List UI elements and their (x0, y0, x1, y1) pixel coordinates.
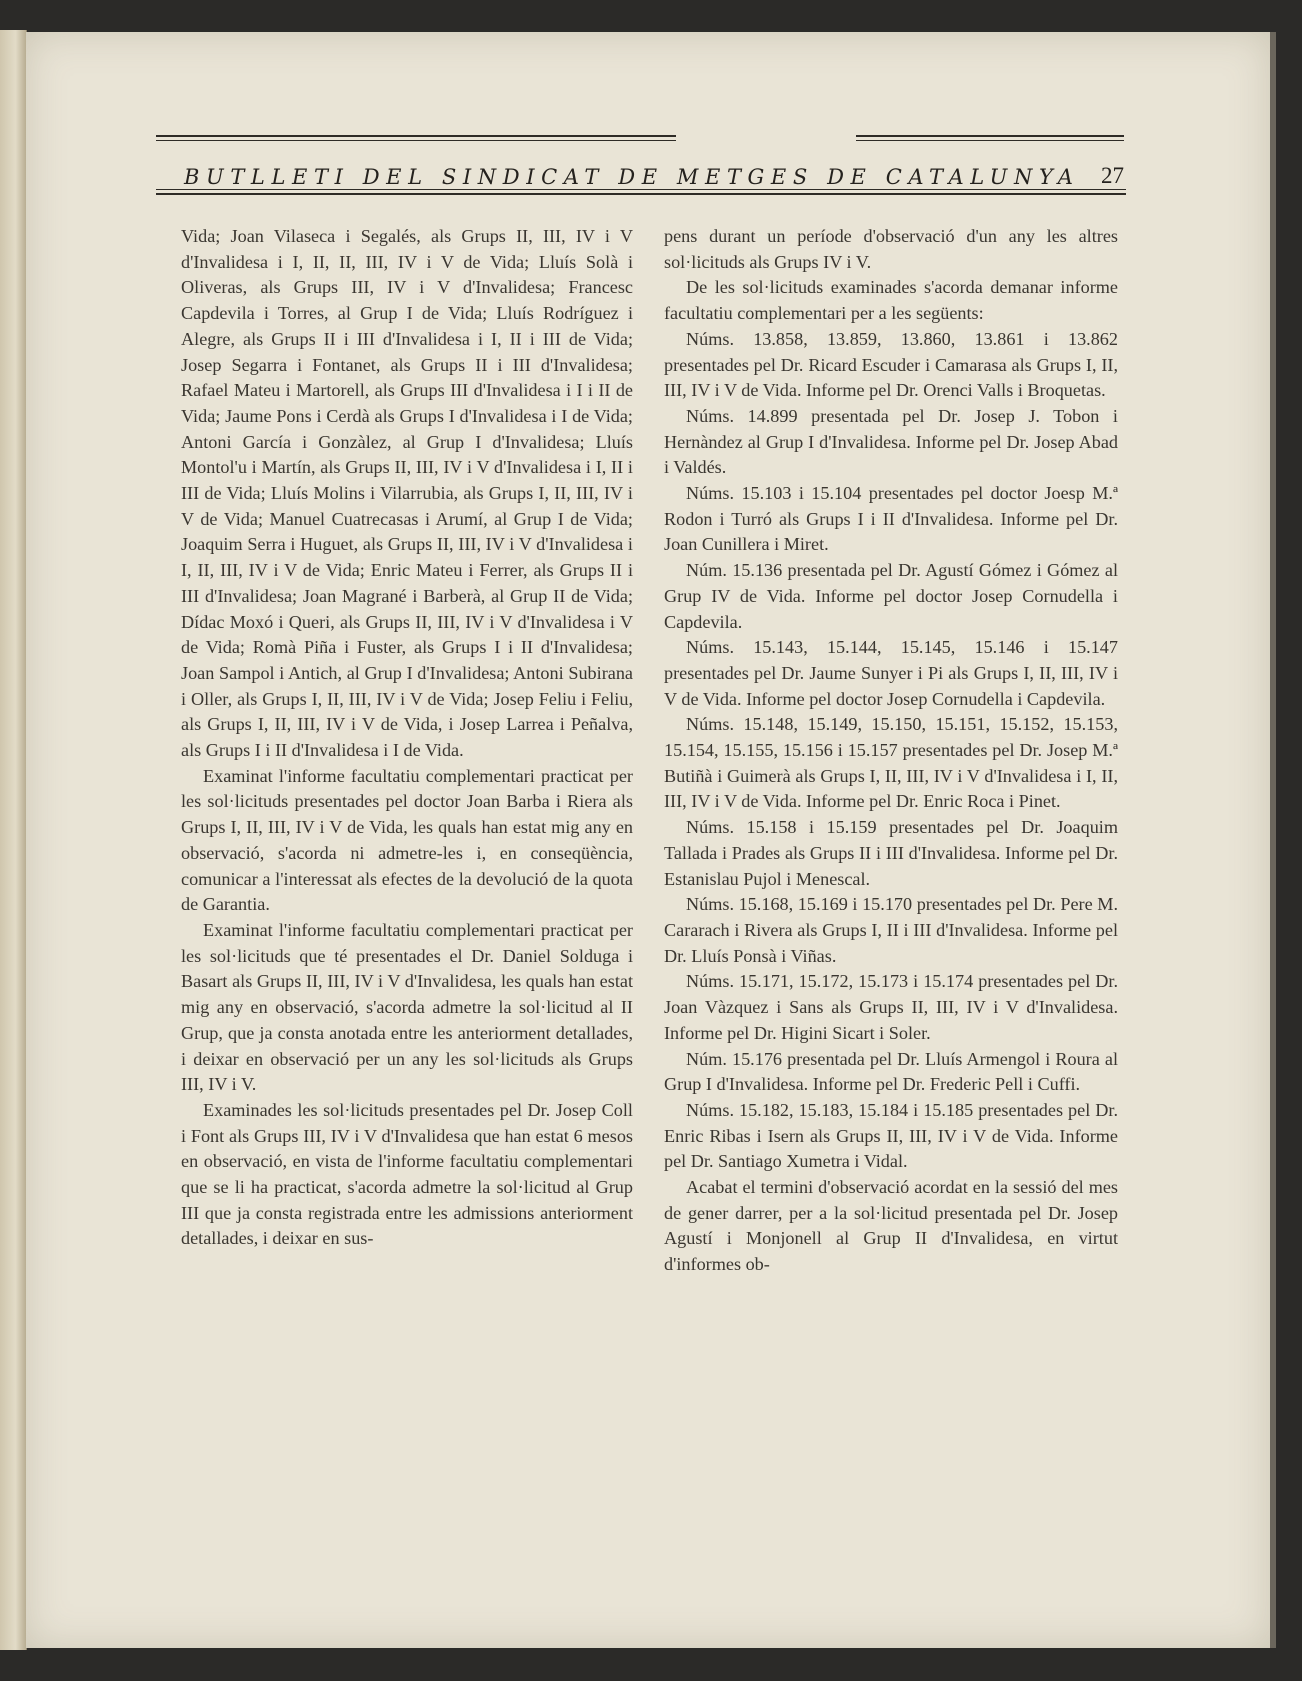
page-number: 27 (1101, 163, 1124, 188)
book-spine (0, 30, 27, 1650)
paragraph: Núms. 13.858, 13.859, 13.860, 13.861 i 13.862 presentades pel Dr. Ricard Escuder i Camarasa als Grups I, II, III, IV i V de Vida. Informe pel Dr. Orenci Valls i Broquetas. (664, 328, 1118, 401)
header-rule-top-right (856, 135, 1124, 137)
paragraph: Núms. 15.168, 15.169 i 15.170 presentades pel Dr. Pere M. Cararach i Rivera als Grups I, II i III d'Invalidesa. Informe pel Dr. Lluís Ponsà i Viñas. (664, 894, 1118, 966)
paragraph: Núms. 15.158 i 15.159 presentades pel Dr. Joaquim Tallada i Prades als Grups II i III d'Invalidesa. Informe pel Dr. Estanislau Pujol i Menescal. (664, 817, 1118, 889)
header-rule-top-right-thin (856, 140, 1124, 141)
paragraph: Núm. 15.176 presentada pel Dr. Lluís Armengol i Roura al Grup I d'Invalidesa. Informe pel Dr. Frederic Pell i Cuffi. (664, 1048, 1118, 1095)
paragraph: Vida; Joan Vilaseca i Segalés, als Grups II, III, IV i V d'Invalidesa i I, II, II, III, IV i V de Vida; Lluís Solà i Oliveras, als Grups III, IV i V d'Invalidesa; Francesc Capdevila i Torres, al Grup I de Vida; Lluís Rodríguez i Alegre, als Grups II i III d'Invalidesa i I, II i III de Vida; Josep Segarra i Fontanet, als Grups II i III d'Invalidesa; Rafael Mateu i Martorell, als Grups III d'Invalidesa i I i II de Vida; Jaume Pons i Cerdà als Grups I d'Invalidesa i I de Vida; Antoni García i Gonzàlez, al Grup I d'Invalidesa; Lluís Montol'u i Martín, als Grups II, III, IV i V d'Invalidesa i I, II i III de Vida; Lluís Molins i Vilarrubia, als Grups I, II, III, IV i V de Vida; Manuel Cuatrecasas i Arumí, al Grup I de Vida; Joaquim Serra i Huguet, als Grups II, III, IV i V d'Invalidesa i I, II, III, IV i V de Vida; Enric Mateu i Ferrer, als Grups II i III d'Invalidesa; Joan Magrané i Barberà, al Grup II de Vida; Dídac Moxó i Queri, als Grups II, III, IV i V d'Invalidesa i V de Vida; Romà Piña i Fuster, als Grups I i II d'Invalidesa; Joan Sampol i Antich, al Grup I d'Invalidesa; Antoni Subirana i Oller, als Grups I, II, III, IV i V de Vida; Josep Feliu i Feliu, als Grups I, II, III, IV i V de Vida, i Josep Larrea i Peñalva, als Grups I i II d'Invalidesa i I de Vida. (181, 226, 633, 761)
paragraph: Núms. 15.103 i 15.104 presentades pel doctor Joesp M.ª Rodon i Turró als Grups I i II d'Invalidesa. Informe pel Dr. Joan Cunillera i Miret. (664, 483, 1118, 555)
header-rule-top-thin (156, 140, 676, 141)
paragraph: Núms. 15.148, 15.149, 15.150, 15.151, 15.152, 15.153, 15.154, 15.155, 15.156 i 15.157 presentades pel Dr. Josep M.ª Butiñà i Guimerà als Grups I, II, III, IV i V d'Invalidesa i I, II, III, IV i V de Vida. Informe pel Dr. Enric Roca i Pinet. (664, 714, 1118, 812)
paragraph: Núm. 15.136 presentada pel Dr. Agustí Gómez i Gómez al Grup IV de Vida. Informe pel doctor Josep Cornudella i Capdevila. (664, 560, 1118, 632)
header-rule-bottom (156, 193, 1126, 195)
page-edge (1270, 32, 1276, 1648)
left-column (181, 224, 633, 1252)
running-title: BUTLLETI DEL SINDICAT DE METGES DE CATALUNYA (184, 165, 1080, 189)
paragraph: Examinat l'informe facultatiu complementari practicat per les sol·licituds presentades pel doctor Joan Barba i Riera als Grups I, II, III, IV i V de Vida, les quals han estat mig any en observació, s'acorda ni admetre-les i, en conseqüència, comunicar a l'interessat als efectes de la devolució de la quota de Garantia. (181, 765, 633, 915)
paragraph: Examinat l'informe facultatiu complementari practicat per les sol·licituds que té presentades el Dr. Daniel Solduga i Basart als Grups II, III, IV i V d'Invalidesa, les quals han estat mig any en observació, s'acorda admetre la sol·licitud al II Grup, que ja consta anotada entre les anteriorment detallades, i deixar en observació per un any les sol·licituds als Grups III, IV i V. (181, 919, 633, 1095)
header-rule-bottom-thin (156, 189, 1126, 190)
paragraph: Núms. 14.899 presentada pel Dr. Josep J. Tobon i Hernàndez al Grup I d'Invalidesa. Informe pel Dr. Josep Abad i Valdés. (664, 405, 1118, 478)
paragraph: Examinades les sol·licituds presentades pel Dr. Josep Coll i Font als Grups III, IV i V d'Invalidesa que han estat 6 mesos en observació, en vista de l'informe facultatiu complementari que se li ha practicat, s'acorda admetre la sol·licitud al Grup III que ja consta registrada entre les admissions anteriorment detallades, i deixar en sus- (181, 1099, 633, 1249)
right-column (664, 224, 1118, 1278)
paragraph: Acabat el termini d'observació acordat en la sessió del mes de gener darrer, per a la sol·licitud presentada pel Dr. Josep Agustí i Monjonell al Grup II d'Invalidesa, en virtut d'informes ob- (664, 1177, 1118, 1275)
paragraph: Núms. 15.171, 15.172, 15.173 i 15.174 presentades pel Dr. Joan Vàzquez i Sans als Grups II, III, IV i V d'Invalidesa. Informe pel Dr. Higini Sicart i Soler. (664, 971, 1118, 1043)
paragraph: Núms. 15.143, 15.144, 15.145, 15.146 i 15.147 presentades pel Dr. Jaume Sunyer i Pi als Grups I, II, III, IV i V de Vida. Informe pel doctor Josep Cornudella i Capdevila. (664, 637, 1118, 709)
header-rule-top (156, 135, 676, 137)
paragraph: Núms. 15.182, 15.183, 15.184 i 15.185 presentades pel Dr. Enric Ribas i Isern als Grups II, III, IV i V de Vida. Informe pel Dr. Santiago Xumetra i Vidal. (664, 1099, 1118, 1172)
running-header (156, 135, 1126, 197)
paragraph: pens durant un període d'observació d'un any les altres sol·licituds als Grups IV i V. (664, 226, 1118, 272)
paragraph: De les sol·licituds examinades s'acorda demanar informe facultatiu complementari per a les següents: (664, 277, 1118, 324)
